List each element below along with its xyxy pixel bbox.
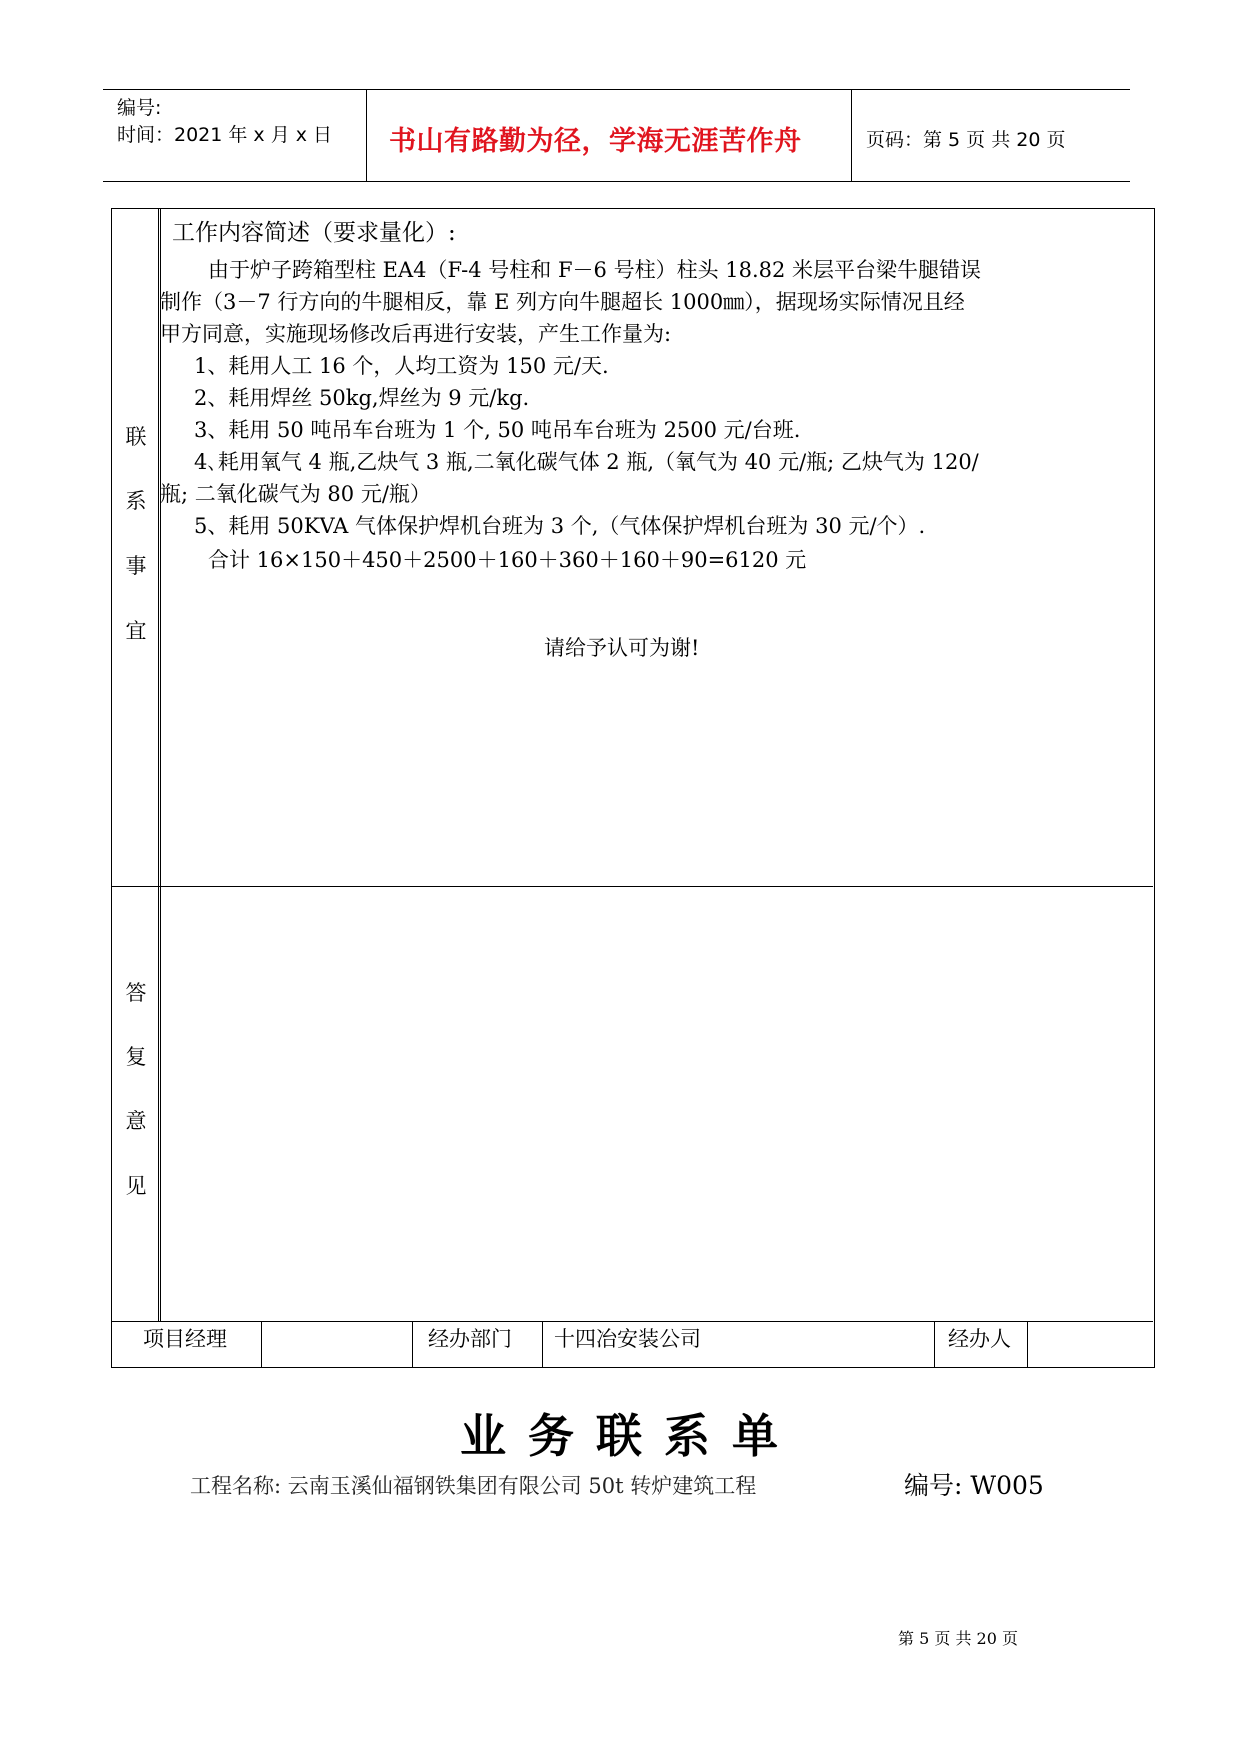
header-code-label: 编号: xyxy=(117,97,162,119)
section1-label-char: 系 xyxy=(125,489,147,513)
header-bottom-rule xyxy=(103,181,1130,182)
header-page-label: 页码：第 5 页 共 20 页 xyxy=(866,129,1066,151)
section2-label-char: 复 xyxy=(125,1045,147,1069)
work-description-line: 2、耗用焊丝 50kg,焊丝为 9 元/kg. xyxy=(194,386,530,410)
section1-label-char: 事 xyxy=(125,554,147,578)
work-description-line: 4､耗用氧气 4 瓶,乙炔气 3 瓶,二氧化碳气体 2 瓶,（氧气为 40 元/瓶; 乙炔气为 120/ xyxy=(194,450,979,474)
document-title: 业务联系单 xyxy=(460,1409,800,1463)
header-motto: 书山有路勤为径，学海无涯苦作舟 xyxy=(389,126,802,157)
work-description-line: 甲方同意，实施现场修改后再进行安装，产生工作量为: xyxy=(160,322,672,346)
work-description-closing: 请给予认可为谢! xyxy=(544,636,700,660)
project-code: 编号: W005 xyxy=(904,1471,1044,1500)
footer-row-separator xyxy=(112,1321,1153,1322)
department-label: 经办部门 xyxy=(428,1327,512,1351)
section1-label-char: 宜 xyxy=(125,619,147,643)
footer-divider-5 xyxy=(1027,1321,1028,1367)
header-time-label: 时间：2021 年 x 月 x 日 xyxy=(117,124,333,146)
handler-label: 经办人 xyxy=(948,1327,1011,1351)
section2-label-char: 答 xyxy=(125,981,147,1005)
header-top-rule xyxy=(103,89,1130,90)
work-description-line: 5、耗用 50KVA 气体保护焊机台班为 3 个,（气体保护焊机台班为 30 元/个）. xyxy=(194,514,926,538)
project-manager-label: 项目经理 xyxy=(143,1327,227,1351)
page-number: 第 5 页 共 20 页 xyxy=(898,1629,1018,1648)
section1-label-char: 联 xyxy=(125,425,147,449)
section-separator xyxy=(112,886,1153,887)
work-description-line: 1、耗用人工 16 个，人均工资为 150 元/天. xyxy=(194,354,609,378)
section2-label-char: 意 xyxy=(125,1109,147,1133)
label-column-divider-inner xyxy=(160,209,161,1321)
work-description-heading: 工作内容简述（要求量化）: xyxy=(172,220,456,246)
footer-divider-1 xyxy=(261,1321,262,1367)
footer-divider-3 xyxy=(542,1321,543,1367)
footer-divider-2 xyxy=(412,1321,413,1367)
section2-label-char: 见 xyxy=(125,1174,147,1198)
work-description-line: 制作（3－7 行方向的牛腿相反，靠 E 列方向牛腿超长 1000㎜），据现场实际情况且经 xyxy=(160,290,965,314)
work-description-line: 由于炉子跨箱型柱 EA4（F-4 号柱和 F－6 号柱）柱头 18.82 米层平台梁牛腿错误 xyxy=(208,258,982,282)
header-divider-left xyxy=(366,90,367,181)
department-value: 十四冶安装公司 xyxy=(554,1327,701,1351)
header-divider-right xyxy=(851,90,852,181)
project-name: 工程名称: 云南玉溪仙福钢铁集团有限公司 50t 转炉建筑工程 xyxy=(190,1474,757,1498)
footer-divider-4 xyxy=(934,1321,935,1367)
label-column-divider xyxy=(158,209,159,1321)
work-description-line: 3、耗用 50 吨吊车台班为 1 个, 50 吨吊车台班为 2500 元/台班. xyxy=(194,418,801,442)
work-description-line: 瓶; 二氧化碳气为 80 元/瓶） xyxy=(160,482,431,506)
work-description-total: 合计 16×150＋450＋2500＋160＋360＋160＋90=6120 元 xyxy=(208,548,807,572)
